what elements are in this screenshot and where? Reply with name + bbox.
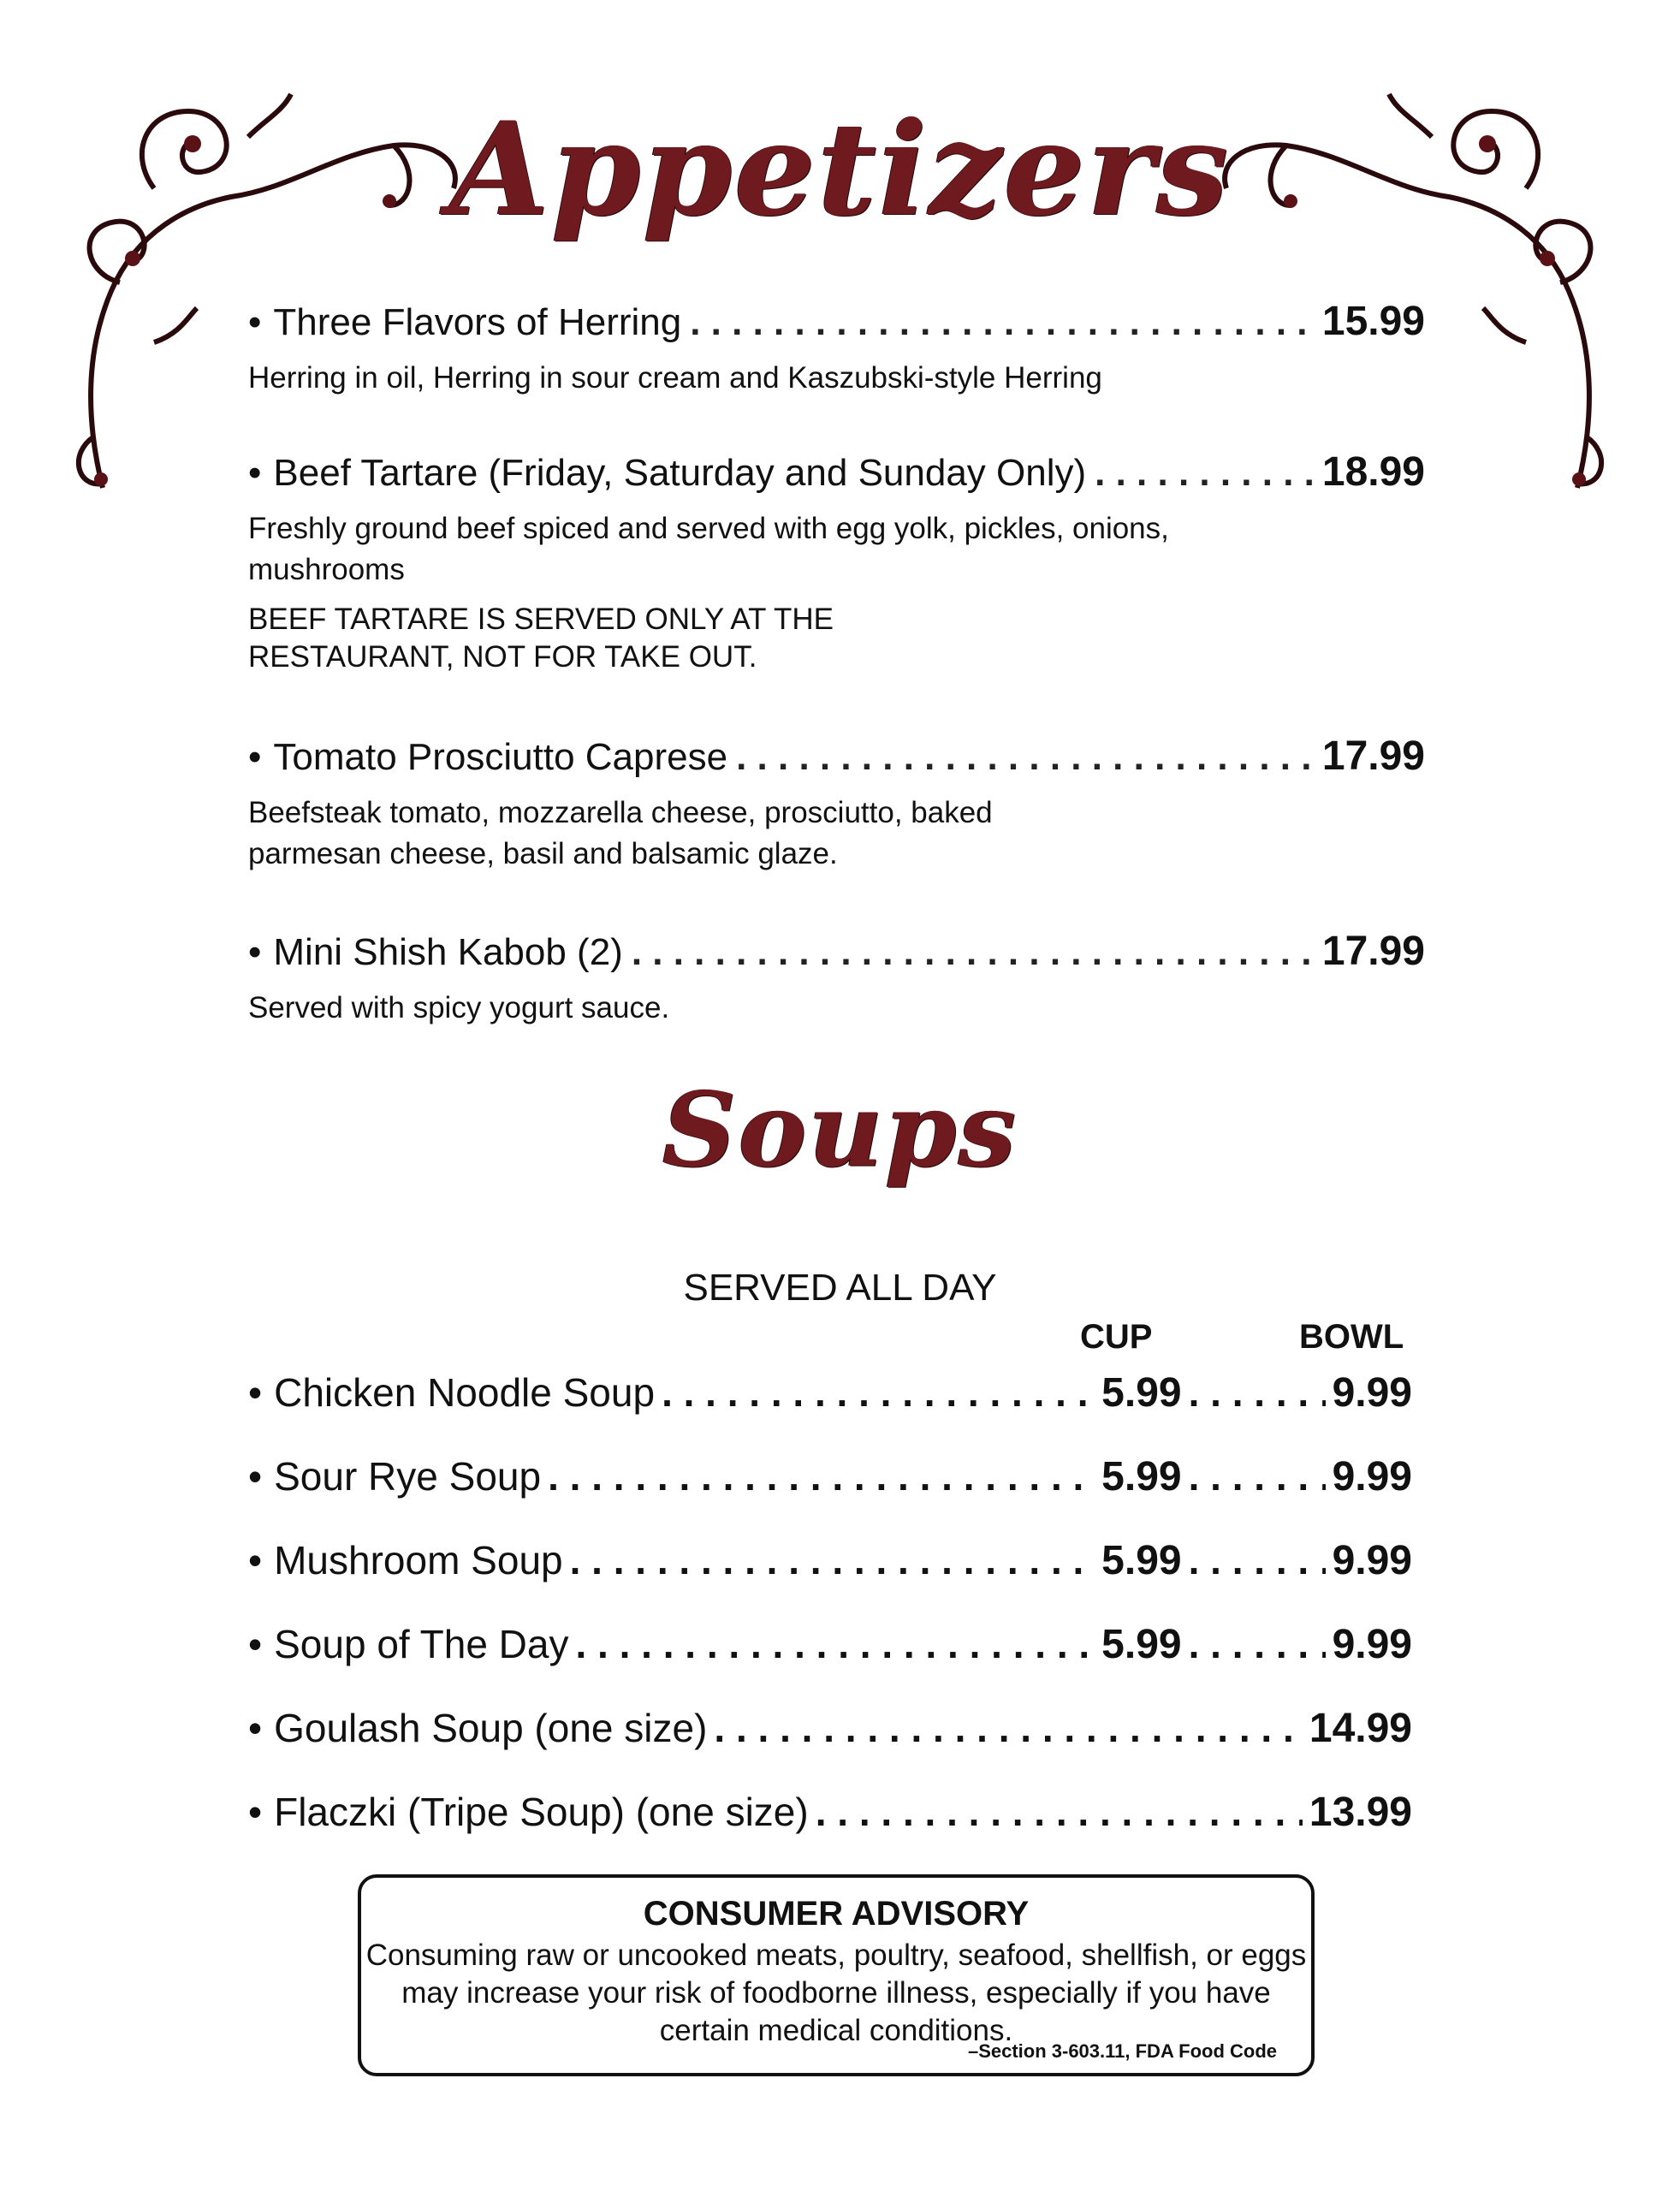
item-name: Mini Shish Kabob (2): [273, 931, 623, 973]
soup-name: Soup of The Day: [274, 1622, 569, 1666]
bullet: •: [248, 1706, 263, 1750]
soup-name: Mushroom Soup: [274, 1538, 563, 1582]
soups-heading: Soups: [662, 1070, 1018, 1191]
soup-name: Sour Rye Soup: [274, 1454, 542, 1499]
bowl-column-header: BOWL: [1299, 1318, 1404, 1356]
item-name: Tomato Prosciutto Caprese: [273, 736, 728, 778]
advisory-body: Consuming raw or uncooked meats, poultry, seafood, shellfish, or eggs may increase your risk of foodborne illness, especially if you have certain medical conditions.: [365, 1939, 1307, 2047]
dot-leader: [714, 1705, 1302, 1751]
dot-leader: [1095, 454, 1314, 492]
dot-leader: [1189, 1621, 1326, 1667]
bullet: •: [248, 452, 262, 494]
dot-leader: [816, 1789, 1303, 1835]
bullet: •: [248, 1538, 263, 1582]
item-name: Three Flavors of Herring: [273, 301, 682, 343]
cup-price: 5.99: [1101, 1370, 1182, 1416]
dot-leader: [1189, 1369, 1326, 1416]
soup-name: Goulash Soup (one size): [274, 1706, 708, 1750]
bowl-price: 9.99: [1332, 1538, 1412, 1583]
cup-column-header: CUP: [1080, 1318, 1153, 1356]
bullet: •: [248, 1790, 263, 1834]
takeout-notice: BEEF TARTARE IS SERVED ONLY AT THE RESTAURANT, NOT FOR TAKE OUT.: [248, 603, 834, 674]
advisory-citation: –Section 3-603.11, FDA Food Code: [967, 2040, 1277, 2062]
soup-row: [248, 1705, 1412, 1752]
menu-item: [248, 931, 1425, 1029]
consumer-advisory-box: [358, 1874, 1315, 2076]
dot-leader: [548, 1453, 1095, 1499]
soup-name: Flaczki (Tripe Soup) (one size): [274, 1790, 809, 1834]
bullet: •: [248, 931, 262, 973]
soup-row: [248, 1789, 1412, 1836]
item-price: 15.99: [1321, 299, 1425, 344]
bullet: •: [248, 1370, 263, 1415]
bullet: •: [248, 1622, 263, 1666]
soup-price: 13.99: [1309, 1790, 1412, 1835]
bullet: •: [248, 736, 262, 778]
soup-row: [248, 1621, 1412, 1668]
dot-leader: [632, 934, 1314, 971]
cup-price: 5.99: [1101, 1454, 1182, 1499]
bowl-price: 9.99: [1332, 1370, 1412, 1416]
cup-price: 5.99: [1101, 1538, 1182, 1583]
item-price: 17.99: [1321, 733, 1425, 779]
bowl-price: 9.99: [1332, 1454, 1412, 1499]
menu-item: [248, 301, 1425, 399]
item-name: Beef Tartare (Friday, Saturday and Sunday Only): [273, 452, 1087, 494]
item-description: Beefsteak tomato, mozzarella cheese, prosciutto, baked parmesan cheese, basil and balsamic glaze.: [248, 796, 993, 870]
item-price: 17.99: [1321, 929, 1425, 974]
soup-row: [248, 1537, 1412, 1584]
bullet: •: [248, 301, 262, 343]
soup-row: [248, 1453, 1412, 1500]
cup-price: 5.99: [1101, 1622, 1182, 1667]
item-description: Served with spicy yogurt sauce.: [248, 991, 670, 1024]
soup-row: [248, 1369, 1412, 1416]
menu-item: [248, 449, 1425, 676]
menu-item: [248, 733, 1425, 875]
dot-leader: [1189, 1537, 1326, 1583]
item-description: Herring in oil, Herring in sour cream and Kaszubski-style Herring: [248, 361, 1102, 395]
advisory-title: CONSUMER ADVISORY: [643, 1895, 1030, 1933]
item-description: Freshly ground beef spiced and served with egg yolk, pickles, onions, mushrooms: [248, 512, 1169, 586]
item-price: 18.99: [1321, 449, 1425, 495]
dot-leader: [1189, 1453, 1326, 1499]
dot-leader: [690, 304, 1314, 341]
appetizers-heading: Appetizers: [449, 94, 1231, 245]
bullet: •: [248, 1454, 263, 1499]
served-all-day-label: SERVED ALL DAY: [683, 1267, 997, 1309]
bowl-price: 9.99: [1332, 1622, 1412, 1667]
dot-leader: [736, 739, 1314, 776]
dot-leader: [575, 1621, 1095, 1667]
soup-price: 14.99: [1309, 1706, 1412, 1751]
soup-name: Chicken Noodle Soup: [274, 1370, 656, 1415]
dot-leader: [570, 1537, 1095, 1583]
dot-leader: [662, 1369, 1095, 1416]
